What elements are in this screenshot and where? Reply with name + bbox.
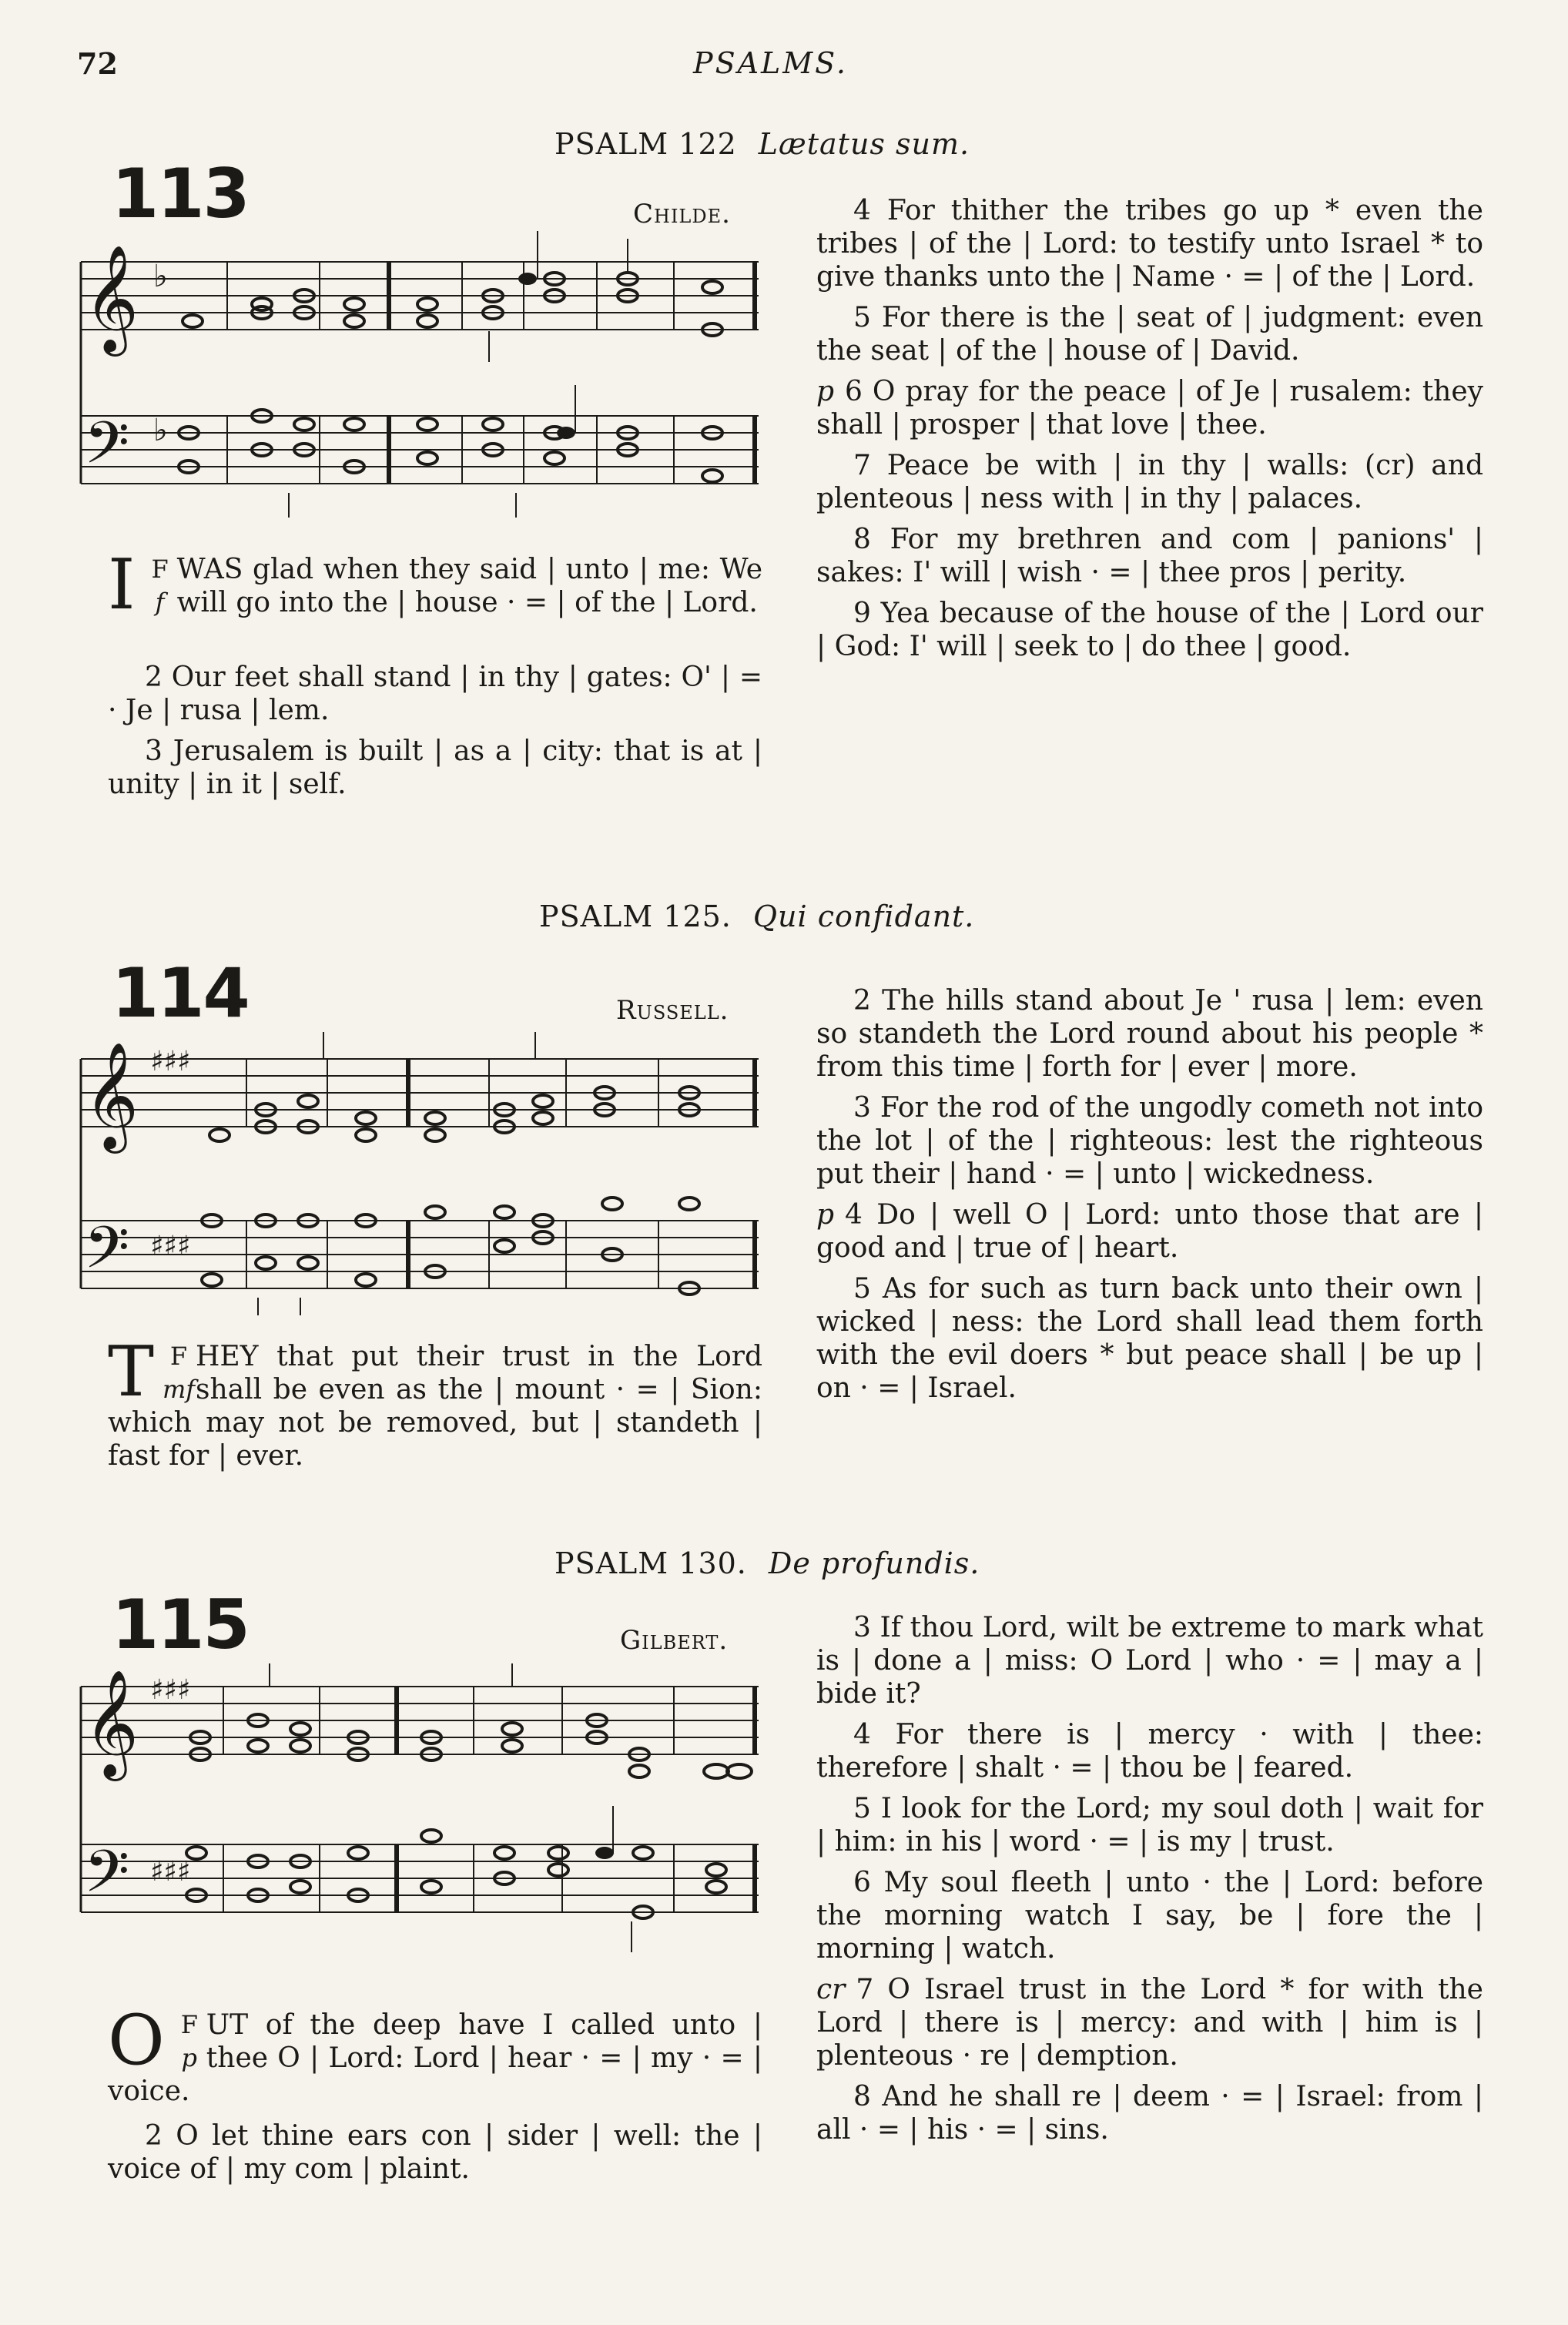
psalm-heading-114 — [539, 900, 974, 933]
bass-clef: 𝄢 — [84, 1214, 130, 1296]
first-verse-113 — [108, 544, 762, 625]
chant-mark: F f — [151, 554, 169, 617]
chant-mark: F p — [180, 2010, 198, 2072]
verse-text: WAS glad when they said | unto | me: We will go into the | house · = | of the | Lord. — [176, 554, 762, 618]
psalm-title: PSALM 122 — [554, 127, 737, 161]
music-score-114 — [73, 1024, 770, 1317]
page-number: 72 — [77, 46, 118, 81]
key-sharps: ♯♯♯ — [150, 1046, 191, 1077]
psalm-latin: Qui confidant. — [752, 900, 975, 933]
key-flat: ♭ — [153, 259, 168, 294]
verse: 2 O let thine ears con | sider | well: the | voice of | my com | plaint. — [108, 2120, 762, 2185]
verse: 5 For there is the | seat of | judgment: even the seat | of the | house of | David. — [816, 302, 1483, 367]
bass-clef: 𝄢 — [84, 409, 130, 491]
verse: p 6 O pray for the peace | of Je | rusalem: they shall | prosper | that love | thee. — [816, 376, 1483, 441]
psalm-latin: Lætatus sum. — [758, 127, 970, 161]
treble-clef: 𝄞 — [84, 245, 139, 352]
drop-cap: O — [108, 2000, 165, 2081]
psalm-title: PSALM 130. — [554, 1546, 747, 1580]
verse: p 4 Do | well O | Lord: unto those that are | good and | true of | heart. — [816, 1199, 1483, 1264]
verse: 4 For thither the tribes go up * even the tribes | of the | Lord: to testify unto Israel * to give thanks unto the | Name · = | of the | Lord. — [816, 195, 1483, 293]
verse: 3 If thou Lord, wilt be extreme to mark what is | done a | miss: O Lord | who · = | may a | bide it? — [816, 1612, 1483, 1710]
composer-115: Gilbert. — [620, 1625, 729, 1656]
music-score-115 — [73, 1656, 770, 1956]
music-score-113 — [73, 231, 770, 531]
bass-clef: 𝄢 — [84, 1838, 130, 1920]
verse-text: UT of the deep have I called unto | thee O | Lord: Lord | hear · = | my · = | voice. — [108, 2009, 762, 2107]
key-flat: ♭ — [153, 413, 168, 448]
verse: 5 As for such as turn back unto their own | wicked | ness: the Lord shall lead them forth with the evil doers * but peace shall | be up | on · = | Israel. — [816, 1273, 1483, 1404]
verse: 2 Our feet shall stand | in thy | gates: O' | = · Je | rusa | lem. — [108, 662, 762, 726]
left-verses-113 — [108, 661, 762, 809]
hymn-number-114: 114 — [112, 953, 249, 1033]
verse: 7 Peace be with | in thy | walls: (cr) and plenteous | ness with | in thy | palaces. — [816, 450, 1483, 514]
first-verse-114 — [108, 1332, 762, 1472]
verse: 9 Yea because of the house of the | Lord our | God: I' will | seek to | do thee | good. — [816, 598, 1483, 662]
verse: 8 For my brethren and com | panions' | sakes: I' will | wish · = | thee pros | perity. — [816, 524, 1483, 588]
verse: 8 And he shall re | deem · = | Israel: from | all · = | his · = | sins. — [816, 2081, 1483, 2146]
verse: 3 For the rod of the ungodly cometh not into the lot | of the | righteous: lest the righteous put their | hand · = | unto | wickedness. — [816, 1092, 1483, 1190]
key-sharps: ♯♯♯ — [150, 1856, 191, 1888]
psalm-heading-113 — [554, 127, 970, 161]
right-verses-114 — [816, 984, 1483, 1412]
first-verse-115 — [108, 2000, 762, 2108]
verse: 4 For there is | mercy · with | thee: therefore | shalt · = | thou be | feared. — [816, 1719, 1483, 1784]
psalm-heading-115 — [554, 1546, 980, 1580]
drop-cap: T — [108, 1332, 155, 1412]
treble-clef: 𝄞 — [84, 1042, 139, 1149]
right-verses-115 — [816, 1611, 1483, 2154]
composer-113: Childe. — [633, 199, 731, 229]
key-sharps: ♯♯♯ — [150, 1231, 191, 1262]
left-verses-115 — [108, 2119, 762, 2193]
psalm-latin: De profundis. — [768, 1546, 980, 1580]
psalm-title: PSALM 125. — [539, 900, 732, 933]
running-head: PSALMS. — [693, 46, 848, 80]
verse: cr 7 O Israel trust in the Lord * for with the Lord | there is | mercy: and with | him is | plenteous · re | demption. — [816, 1974, 1483, 2072]
verse: 5 I look for the Lord; my soul doth | wait for | him: in his | word · = | is my | trust. — [816, 1793, 1483, 1858]
treble-clef: 𝄞 — [84, 1670, 139, 1777]
drop-cap: I — [108, 544, 136, 625]
key-sharps: ♯♯♯ — [150, 1674, 191, 1706]
verse: 2 The hills stand about Je ' rusa | lem: even so standeth the Lord round about his people * from this time | forth for | ever | more. — [816, 985, 1483, 1083]
hymn-number-113: 113 — [112, 154, 249, 233]
chant-mark: F mf — [162, 1342, 196, 1404]
verse: 3 Jerusalem is built | as a | city: that is at | unity | in it | self. — [108, 735, 762, 800]
right-verses-113 — [816, 194, 1483, 671]
composer-114: Russell. — [616, 995, 729, 1026]
verse: 6 My soul fleeth | unto · the | Lord: before the morning watch I say, be | fore the | morning | watch. — [816, 1867, 1483, 1965]
hymn-number-115: 115 — [112, 1585, 249, 1664]
verse-text: HEY that put their trust in the Lord shall be even as the | mount · = | Sion: which may not be removed, but | standeth | fast for | ever. — [108, 1341, 762, 1472]
